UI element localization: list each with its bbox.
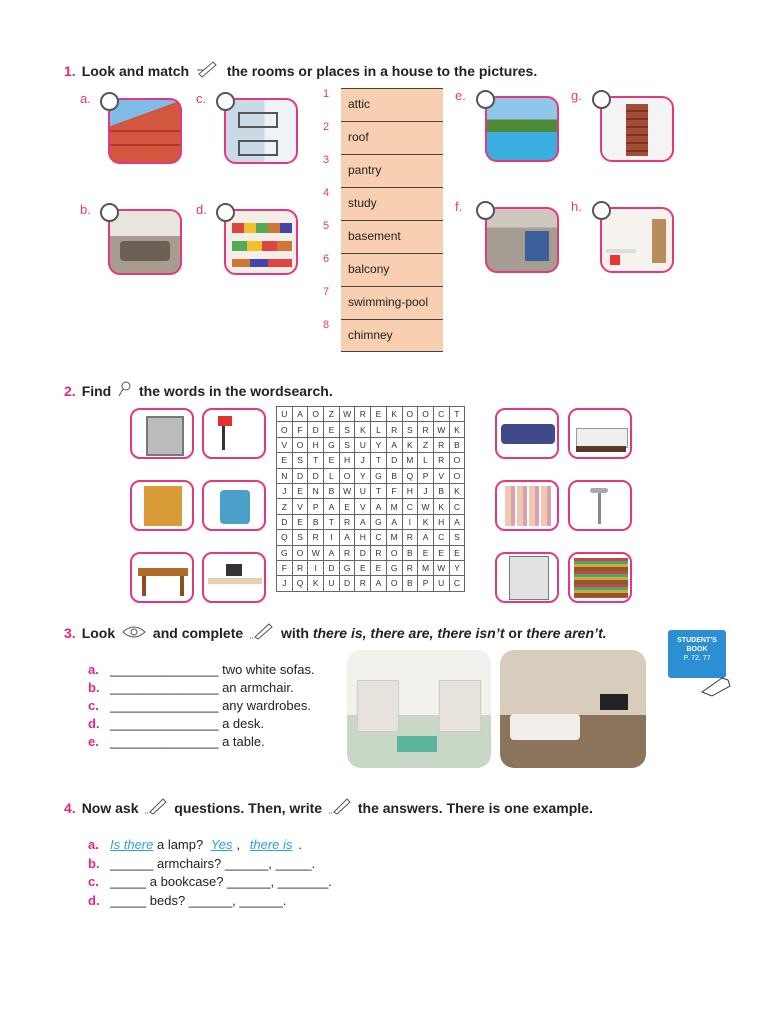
wordsearch-cell[interactable]: H — [308, 437, 324, 452]
wordsearch-cell[interactable]: R — [292, 560, 308, 575]
answer-blank[interactable]: _______________ — [110, 680, 219, 695]
wordsearch-cell[interactable]: S — [292, 453, 308, 468]
wordsearch-cell[interactable]: F — [386, 483, 402, 498]
picture-chimney — [600, 96, 674, 162]
wordsearch-cell[interactable]: P — [418, 468, 434, 483]
wordsearch-cell[interactable]: Y — [371, 437, 387, 452]
wordsearch-cell[interactable]: K — [308, 576, 324, 591]
wordsearch-cell[interactable]: R — [402, 530, 418, 545]
picture-pantry — [224, 209, 298, 275]
vocabulary-list — [341, 88, 443, 352]
wordsearch-row — [277, 499, 465, 514]
wordsearch-cell[interactable]: I — [308, 560, 324, 575]
wordsearch-cell[interactable]: O — [386, 576, 402, 591]
answer-circle-e[interactable] — [476, 90, 495, 109]
wordsearch-cell[interactable]: O — [339, 468, 355, 483]
wordsearch-cell[interactable]: V — [355, 499, 371, 514]
wordsearch-cell[interactable]: E — [339, 499, 355, 514]
wordsearch-row — [277, 453, 465, 468]
wordsearch-cell[interactable]: Y — [449, 560, 465, 575]
vocab-number-7: 7 — [322, 286, 330, 298]
answer-blank[interactable]: _______________ — [110, 662, 219, 677]
wordsearch-row — [277, 576, 465, 591]
wordsearch-cell[interactable]: V — [277, 437, 293, 452]
wordsearch-row — [277, 437, 465, 452]
picture-study — [600, 207, 674, 273]
ex3-text-c: with — [280, 625, 309, 641]
wordsearch-cell[interactable]: C — [449, 576, 465, 591]
wordsearch-cell[interactable]: R — [355, 407, 371, 422]
example-answer: there is — [249, 837, 293, 852]
wordsearch-cell[interactable]: U — [277, 407, 293, 422]
ex3-text-a: Look — [81, 625, 116, 641]
answer-circle-g[interactable] — [592, 90, 611, 109]
ex4-number: 4. — [64, 800, 76, 816]
wordsearch-row — [277, 530, 465, 545]
vocab-item: attic — [341, 88, 443, 121]
wordsearch-cell[interactable]: H — [339, 453, 355, 468]
wordsearch-cell[interactable]: E — [371, 407, 387, 422]
hand-pointer-icon — [700, 670, 734, 698]
wordsearch-cell[interactable]: A — [386, 514, 402, 529]
wordsearch-cell[interactable]: L — [324, 468, 340, 483]
picture-basement — [485, 207, 559, 273]
wordsearch-row — [277, 514, 465, 529]
answer-circle-d[interactable] — [216, 203, 235, 222]
wordsearch-cell[interactable]: L — [418, 453, 434, 468]
wordsearch-cell[interactable]: C — [449, 499, 465, 514]
wordsearch-cell[interactable]: B — [308, 514, 324, 529]
wordsearch-cell[interactable]: C — [371, 530, 387, 545]
wordsearch-cell[interactable]: K — [355, 422, 371, 437]
wordsearch-cell[interactable]: Z — [418, 437, 434, 452]
photo-living-room — [500, 650, 646, 768]
wordsearch-cell[interactable]: Q — [402, 468, 418, 483]
picture-armchair — [202, 480, 266, 531]
wordsearch-cell[interactable]: T — [371, 453, 387, 468]
ex3-item: b. _______________ an armchair. — [88, 680, 294, 695]
wordsearch-cell[interactable]: B — [386, 468, 402, 483]
wordsearch-cell[interactable]: I — [324, 530, 340, 545]
picture-shelves — [130, 480, 194, 531]
pencil-match-icon — [195, 60, 221, 78]
wordsearch-cell[interactable]: G — [277, 545, 293, 560]
ex1-number: 1. — [64, 63, 76, 79]
wordsearch-grid — [276, 406, 465, 592]
wordsearch-cell[interactable]: E — [324, 453, 340, 468]
wordsearch-cell[interactable]: N — [308, 483, 324, 498]
letter-g: g. — [571, 88, 582, 103]
wordsearch-cell[interactable]: B — [449, 437, 465, 452]
magnifier-icon — [117, 380, 133, 398]
vocab-number-8: 8 — [322, 319, 330, 331]
answer-circle-a[interactable] — [100, 92, 119, 111]
wordsearch-cell[interactable]: E — [355, 560, 371, 575]
wordsearch-cell[interactable]: E — [292, 483, 308, 498]
letter-d: d. — [196, 202, 207, 217]
wordsearch-cell[interactable]: T — [449, 407, 465, 422]
letter-h: h. — [571, 199, 582, 214]
picture-desk — [202, 552, 266, 603]
wordsearch-row — [277, 407, 465, 422]
wordsearch-cell[interactable]: D — [386, 453, 402, 468]
wordsearch-cell[interactable]: E — [277, 453, 293, 468]
wordsearch-cell[interactable]: R — [339, 545, 355, 560]
ex2-heading — [64, 380, 333, 399]
wordsearch-cell[interactable]: A — [386, 437, 402, 452]
picture-bookcase — [568, 552, 632, 603]
wordsearch-cell[interactable]: D — [308, 468, 324, 483]
wordsearch-cell[interactable]: O — [277, 422, 293, 437]
answer-blank[interactable]: _______________ — [110, 734, 219, 749]
wordsearch-cell[interactable]: O — [402, 407, 418, 422]
ex2-number: 2. — [64, 383, 76, 399]
ex3-text-f: there aren’t. — [526, 625, 607, 641]
picture-balcony — [224, 98, 298, 164]
wordsearch-cell[interactable]: L — [371, 422, 387, 437]
ex3-item: d. _______________ a desk. — [88, 716, 264, 731]
wordsearch-cell[interactable]: Q — [277, 530, 293, 545]
wordsearch-row — [277, 422, 465, 437]
wordsearch-cell[interactable]: C — [433, 407, 449, 422]
wordsearch-cell[interactable]: Z — [324, 407, 340, 422]
wordsearch-cell[interactable]: R — [339, 514, 355, 529]
wordsearch-cell[interactable]: W — [339, 483, 355, 498]
vocab-item: chimney — [341, 319, 443, 352]
vocab-number-3: 3 — [322, 154, 330, 166]
wordsearch-cell[interactable]: T — [324, 514, 340, 529]
vocab-item: balcony — [341, 253, 443, 286]
wordsearch-cell[interactable]: E — [418, 545, 434, 560]
vocab-number-6: 6 — [322, 253, 330, 265]
wordsearch-cell[interactable]: W — [433, 422, 449, 437]
wordsearch-cell[interactable]: O — [386, 545, 402, 560]
ex1-text-b: the rooms or places in a house to the pictures. — [226, 63, 538, 79]
wordsearch-cell[interactable]: W — [418, 499, 434, 514]
ex3-items — [88, 661, 315, 751]
wordsearch-cell[interactable]: A — [418, 530, 434, 545]
wordsearch-cell[interactable]: Q — [292, 576, 308, 591]
wordsearch-cell[interactable]: A — [371, 576, 387, 591]
wordsearch-cell[interactable]: Z — [277, 499, 293, 514]
wordsearch-row — [277, 468, 465, 483]
picture-bed — [568, 408, 632, 459]
wordsearch-cell[interactable]: A — [339, 530, 355, 545]
ex2-text-a: Find — [81, 383, 112, 399]
answer-blank[interactable]: _______________ — [110, 716, 219, 731]
ex3-number: 3. — [64, 625, 76, 641]
wordsearch-cell[interactable]: O — [449, 453, 465, 468]
wordsearch-cell[interactable]: G — [339, 560, 355, 575]
answer-blank[interactable]: _______________ — [110, 698, 219, 713]
wordsearch-cell[interactable]: E — [449, 545, 465, 560]
wordsearch-cell[interactable]: V — [292, 499, 308, 514]
wordsearch-cell[interactable]: S — [339, 437, 355, 452]
wordsearch-cell[interactable]: R — [355, 576, 371, 591]
wordsearch-cell[interactable]: D — [292, 468, 308, 483]
wordsearch-cell[interactable]: O — [292, 437, 308, 452]
wordsearch-cell[interactable]: R — [433, 437, 449, 452]
wordsearch-row — [277, 483, 465, 498]
ex4-heading — [64, 797, 593, 816]
ex4-text-c: the answers. There is one example. — [357, 800, 593, 816]
pencil-write-icon-2 — [328, 797, 352, 815]
wordsearch-cell[interactable]: I — [402, 514, 418, 529]
pencil-write-icon — [249, 622, 275, 640]
wordsearch-cell[interactable]: P — [418, 576, 434, 591]
ex4-items — [88, 836, 332, 910]
wordsearch-cell[interactable]: W — [339, 407, 355, 422]
wordsearch-cell[interactable]: M — [402, 453, 418, 468]
ex1-text-a: Look and match — [81, 63, 190, 79]
vocab-number-4: 4 — [322, 187, 330, 199]
ex3-item: a. _______________ two white sofas. — [88, 662, 315, 677]
wordsearch-cell[interactable]: K — [433, 499, 449, 514]
wordsearch-cell[interactable]: J — [418, 483, 434, 498]
ex3-item: c. _______________ any wardrobes. — [88, 698, 311, 713]
wordsearch-cell[interactable]: M — [386, 499, 402, 514]
wordsearch-cell[interactable]: S — [402, 422, 418, 437]
wordsearch-cell[interactable]: W — [433, 560, 449, 575]
wordsearch-cell[interactable]: R — [371, 545, 387, 560]
vocab-item: pantry — [341, 154, 443, 187]
wordsearch-row — [277, 545, 465, 560]
wordsearch-cell[interactable]: O — [292, 545, 308, 560]
picture-roof — [108, 98, 182, 164]
wordsearch-cell[interactable]: M — [418, 560, 434, 575]
wordsearch-cell[interactable]: R — [418, 422, 434, 437]
wordsearch-cell[interactable]: O — [418, 407, 434, 422]
picture-sofa — [495, 408, 559, 459]
wordsearch-cell[interactable]: H — [355, 530, 371, 545]
wordsearch-cell[interactable]: J — [355, 453, 371, 468]
picture-attic — [108, 209, 182, 275]
example-answer: Is there — [110, 837, 154, 852]
wordsearch-cell[interactable]: K — [386, 407, 402, 422]
wordsearch-cell[interactable]: H — [402, 483, 418, 498]
students-book-reference: STUDENT’S BOOK P. 72, 77 — [668, 630, 726, 678]
wordsearch-cell[interactable]: S — [339, 422, 355, 437]
wordsearch-cell[interactable]: D — [339, 576, 355, 591]
pencil-ask-icon — [144, 797, 168, 815]
wordsearch-cell[interactable]: C — [433, 530, 449, 545]
ex3-heading — [64, 622, 607, 641]
wordsearch-cell[interactable]: A — [449, 514, 465, 529]
wordsearch-cell[interactable]: Y — [355, 468, 371, 483]
wordsearch-cell[interactable]: B — [324, 483, 340, 498]
ex3-text-d: there is, there are, there isn’t — [312, 625, 505, 641]
ex1-heading — [64, 60, 537, 79]
wordsearch-cell[interactable]: V — [433, 468, 449, 483]
wordsearch-cell[interactable]: E — [324, 422, 340, 437]
answer-circle-c[interactable] — [216, 92, 235, 111]
vocab-item: roof — [341, 121, 443, 154]
picture-table — [130, 552, 194, 603]
ex4-item[interactable]: d. _____ beds? ______, ______. — [88, 892, 287, 908]
answer-circle-f[interactable] — [476, 201, 495, 220]
wordsearch-cell[interactable]: U — [355, 437, 371, 452]
wordsearch-cell[interactable]: A — [324, 499, 340, 514]
ex4-text-b: questions. Then, write — [174, 800, 323, 816]
ex3-text-e: or — [508, 625, 523, 641]
eye-icon — [121, 624, 147, 640]
letter-c: c. — [196, 91, 207, 106]
wordsearch-row — [277, 560, 465, 575]
wordsearch-cell[interactable]: K — [418, 514, 434, 529]
picture-shower — [568, 480, 632, 531]
letter-f: f. — [455, 199, 463, 214]
wordsearch-cell[interactable]: F — [277, 560, 293, 575]
vocab-number-1: 1 — [322, 88, 330, 100]
vocab-number-2: 2 — [322, 121, 330, 133]
wordsearch-cell[interactable]: D — [277, 514, 293, 529]
wordsearch-cell[interactable]: A — [292, 407, 308, 422]
wordsearch-cell[interactable]: W — [308, 545, 324, 560]
ex4-text-a: Now ask — [81, 800, 139, 816]
wordsearch-cell[interactable]: E — [371, 560, 387, 575]
ex4-item[interactable]: c. _____ a bookcase? ______, _______. — [88, 874, 332, 889]
wordsearch-cell[interactable]: B — [402, 545, 418, 560]
vocab-item: swimming-pool — [341, 286, 443, 319]
wordsearch-cell[interactable]: U — [355, 483, 371, 498]
example-answer: Yes — [210, 837, 233, 852]
wordsearch-cell[interactable]: A — [355, 514, 371, 529]
vocab-item: basement — [341, 220, 443, 253]
wordsearch-cell[interactable]: O — [449, 468, 465, 483]
letter-e: e. — [455, 88, 466, 103]
picture-cooker — [130, 408, 194, 459]
ex3-item: e. _______________ a table. — [88, 734, 265, 749]
answer-circle-h[interactable] — [592, 201, 611, 220]
wordsearch-cell[interactable]: G — [371, 468, 387, 483]
wordsearch-cell[interactable]: R — [433, 453, 449, 468]
photo-bedroom — [347, 650, 491, 768]
vocab-item: study — [341, 187, 443, 220]
wordsearch-cell[interactable]: J — [277, 576, 293, 591]
wordsearch-cell[interactable]: U — [324, 576, 340, 591]
ex4-item[interactable]: b. ______ armchairs? ______, _____. — [88, 855, 316, 871]
vocab-number-5: 5 — [322, 220, 330, 232]
wordsearch-cell[interactable]: D — [355, 545, 371, 560]
letter-b: b. — [80, 202, 91, 217]
wordsearch-cell[interactable]: D — [324, 560, 340, 575]
ex2-text-b: the words in the wordsearch. — [139, 383, 333, 399]
wordsearch-cell[interactable]: A — [371, 499, 387, 514]
picture-fridge — [495, 552, 559, 603]
wordsearch-cell[interactable]: T — [308, 453, 324, 468]
ex3-text-b: and complete — [152, 625, 244, 641]
wordsearch-cell[interactable]: D — [308, 422, 324, 437]
letter-a: a. — [80, 91, 91, 106]
wordsearch-cell[interactable]: S — [449, 530, 465, 545]
wordsearch-cell[interactable]: N — [277, 468, 293, 483]
wordsearch-cell[interactable]: B — [402, 576, 418, 591]
wordsearch-cell[interactable]: E — [433, 545, 449, 560]
wordsearch-cell[interactable]: E — [292, 514, 308, 529]
wordsearch-cell[interactable]: F — [292, 422, 308, 437]
wordsearch-cell[interactable]: G — [324, 437, 340, 452]
wordsearch-cell[interactable]: A — [324, 545, 340, 560]
wordsearch-cell[interactable]: S — [292, 530, 308, 545]
wordsearch-cell[interactable]: O — [308, 407, 324, 422]
wordsearch-cell[interactable]: K — [449, 422, 465, 437]
wordsearch-cell[interactable]: U — [433, 576, 449, 591]
picture-swimming-pool — [485, 96, 559, 162]
wordsearch-cell[interactable]: K — [402, 437, 418, 452]
wordsearch-cell[interactable]: R — [308, 530, 324, 545]
wordsearch-cell[interactable]: M — [386, 530, 402, 545]
answer-circle-b[interactable] — [100, 203, 119, 222]
picture-lamp — [202, 408, 266, 459]
wordsearch-cell[interactable]: G — [371, 514, 387, 529]
ex4-example: a. Is there a lamp? Yes , there is . — [88, 837, 303, 852]
wordsearch-cell[interactable]: H — [433, 514, 449, 529]
wordsearch-cell[interactable]: G — [386, 560, 402, 575]
wordsearch-cell[interactable]: B — [433, 483, 449, 498]
wordsearch-cell[interactable]: R — [402, 560, 418, 575]
wordsearch-cell[interactable]: C — [402, 499, 418, 514]
wordsearch-cell[interactable]: R — [386, 422, 402, 437]
wordsearch-cell[interactable]: J — [277, 483, 293, 498]
wordsearch-cell[interactable]: K — [449, 483, 465, 498]
wordsearch-cell[interactable]: T — [371, 483, 387, 498]
picture-wardrobe — [495, 480, 559, 531]
wordsearch-cell[interactable]: P — [308, 499, 324, 514]
